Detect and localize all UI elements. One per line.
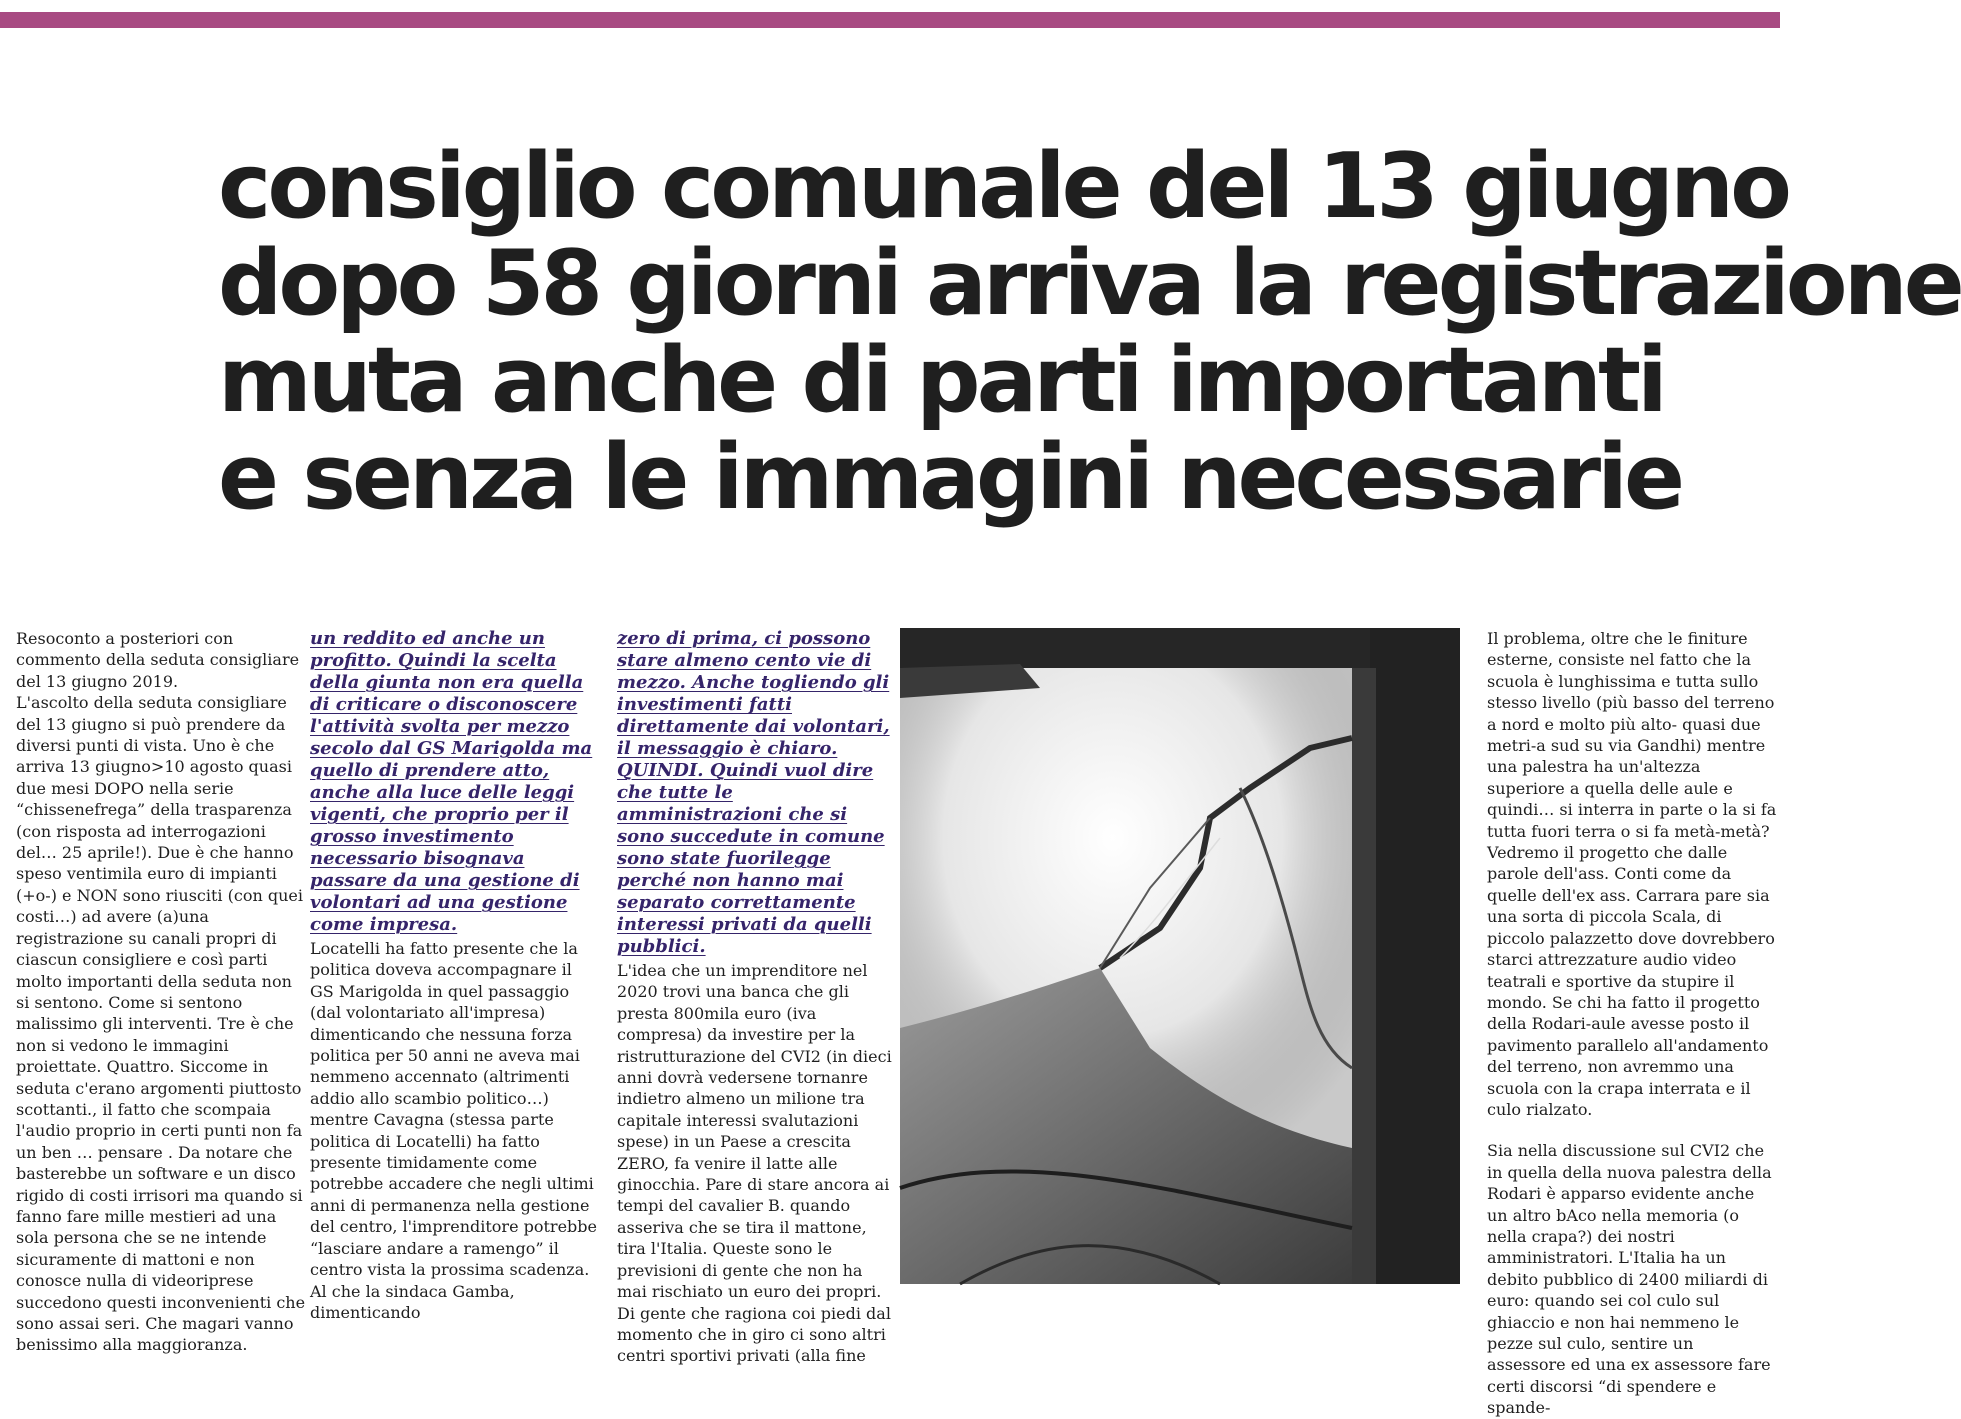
emphasis-paragraph: un reddito ed anche un profitto. Quindi la scelta della giunta non era quella di criticare o disconoscere l'attività svolta per mezzo secolo dal GS Marigolda ma quello di prendere atto, anche alla luce delle leggi vigenti, che proprio per il grosso investimento necessario bisognava passare da una gestione di volontari ad una gestione come impresa. — [310, 628, 593, 935]
body-paragraph: L'ascolto della seduta consigliare del 13 giugno si può prendere da diversi punti di vista. Uno è che arriva 13 giugno>10 agosto quasi due mesi DOPO nella serie “chissenefrega” della trasparenza (con risposta ad interrogazioni del… 25 aprile!). Due è che hanno speso ventimila euro di impianti (+o-) e NON sono riusciti (con quei costi…) ad avere (a)una registrazione su canali propri di ciascun consigliere e così parti molto importanti della seduta non si sentono. Come si sentono malissimo gli interventi. Tre è che non si vedono le immagini proiettate. Quattro. Siccome in seduta c'erano argomenti piuttosto scottanti., il fatto che scompaia l'audio proprio in certi punti non fa un ben … pensare . Da notare che basterebbe un software e un disco rigido di costi irrisori ma quando si fanno fare mille mestieri ad una sola persona che se ne intende sicuramente di mattoni e non conosce nulla di videoriprese succedono questi inconvenienti che sono assai seri. Che magari vanno benissimo alla maggioranza. — [16, 693, 306, 1355]
body-paragraph: L'idea che un imprenditore nel 2020 trovi una banca che gli presta 800mila euro (iva compresa) da investire per la ristrutturazione del CVI2 (in dieci anni dovrà vedersene tornanre indietro almeno un milione tra capitale interessi svalutazioni spese) in un Paese a crescita ZERO, fa venire il latte alle ginocchia. Pare di stare ancora ai tempi del cavalier B. quando asseriva che se tira il mattone, tira l'Italia. Queste sono le previsioni di gente che non ha mai rischiato un euro dei propri. Di gente che ragiona coi piedi dal momento che in giro ci sono altri centri sportivi privati (alla fine — [617, 961, 892, 1366]
headline-line-4: e senza le immagini necessarie — [218, 425, 1682, 530]
top-accent-bar — [0, 12, 1780, 28]
headline-line-1: consiglio comunale del 13 giugno — [218, 134, 1788, 239]
photo-broken-glass-icon — [900, 628, 1460, 1284]
emphasis-paragraph: zero di prima, ci possono stare almeno cento vie di mezzo. Anche togliendo gli investimenti fatti direttamente dai volontari, il messaggio è chiaro. QUINDI. Quindi vuol dire che tutte le amministrazioni che si sono succedute in comune sono state fuorilegge perché non hanno mai separato correttamente interessi privati da quelli pubblici. — [617, 628, 890, 957]
intro-paragraph: Resoconto a posteriori con commento della seduta consigliare del 13 giugno 2019. — [16, 629, 300, 691]
body-paragraph: Il problema, oltre che le finiture esterne, consiste nel fatto che la scuola è lunghissima e tutta sullo stesso livello (più basso del terreno a nord e molto più alto- quasi due metri-a sud su via Gandhi) mentre una palestra ha un'altezza superiore a quella delle aule e quindi… si interra in parte o la si fa tutta fuori terra o si fa metà-metà? Vedremo il progetto che dalle parole dell'ass. Conti come da quelle dell'ex ass. Carrara pare sia una sorta di piccola Scala, di piccolo palazzetto dove dovrebbero starci attrezzature audio video teatrali e sportive da stupire il mondo. Se chi ha fatto il progetto della Rodari-aule avesse posto il pavimento parallelo all'andamento del terreno, non avremmo una scuola con la crapa interrata e il culo rialzato. — [1487, 629, 1777, 1119]
body-paragraph: Locatelli ha fatto presente che la politica doveva accompagnare il GS Marigolda in quel passaggio (dal volontariato all'impresa) dimenticando che nessuna forza politica per 50 anni ne aveva mai nemmeno accennato (altrimenti addio allo scambio politico…) mentre Cavagna (stessa parte politica di Locatelli) ha fatto presente timidamente come potrebbe accadere che negli ultimi anni di permanenza nella gestione del centro, l'imprenditore potrebbe “lasciare andare a ramengo” il centro vista la prossima scadenza. Al che la sindaca Gamba, dimenticando — [310, 939, 597, 1322]
headline-line-3: muta anche di parti importanti — [218, 328, 1664, 433]
body-paragraph: Sia nella discussione sul CVI2 che in quella della nuova palestra della Rodari è apparso evidente anche un altro bAco nella memoria (o nella crapa?) dei nostri amministratori. L'Italia ha un debito pubblico di 2400 miliardi di euro: quando sei col culo sul ghiaccio e non hai nemmeno le pezze sul culo, sentire un assessore ed una ex assessore fare certi discorsi “di spendere e spande- — [1487, 1141, 1772, 1418]
headline — [218, 134, 1961, 530]
photo-broken-glass — [900, 628, 1460, 1284]
article-column-1 — [16, 628, 306, 1355]
article-column-5 — [1487, 628, 1777, 1418]
article-column-3 — [617, 628, 897, 1366]
paragraph-spacer — [1487, 1120, 1777, 1140]
article-column-2 — [310, 628, 600, 1322]
headline-line-2: dopo 58 giorni arriva la registrazione — [218, 231, 1961, 336]
